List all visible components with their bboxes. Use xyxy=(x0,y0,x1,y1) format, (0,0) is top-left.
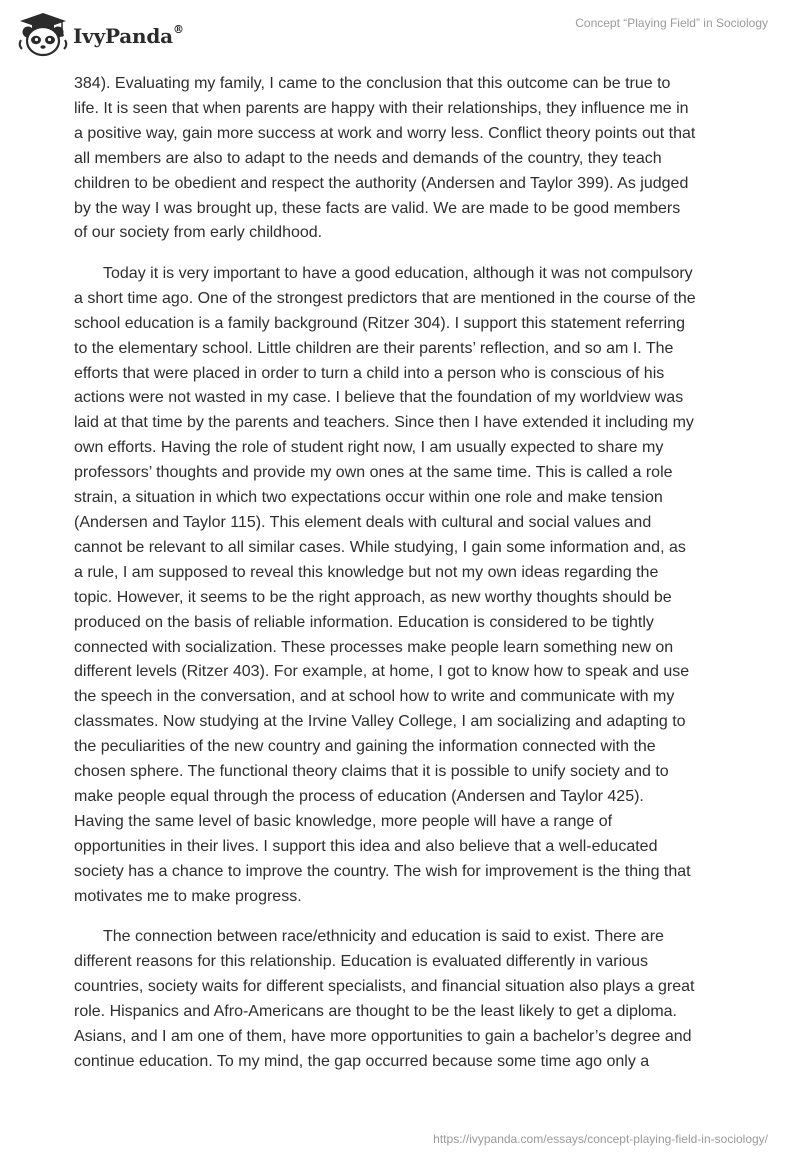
text-line: chosen sphere. The functional theory claims that it is possible to unify society and to xyxy=(74,763,669,781)
text-line: connected with socialization. These processes make people learn something new on xyxy=(74,638,674,656)
text-line: produced on the basis of reliable information. Education is considered to be tightly xyxy=(74,613,654,631)
text-line: to the elementary school. Little children are their parents’ reflection, and so am I. The xyxy=(74,339,674,357)
text-line: all members are also to adapt to the needs and demands of the country, they teach xyxy=(74,149,662,167)
paragraph-1 xyxy=(74,72,734,246)
text-line: own efforts. Having the role of student right now, I am usually expected to share my xyxy=(74,439,664,457)
text-line: continue education. To my mind, the gap occurred because some time ago only a xyxy=(74,1052,650,1070)
text-line: different levels (Ritzer 403). For example, at home, I got to know how to speak and use xyxy=(74,663,690,681)
text-line: a short time ago. One of the strongest predictors that are mentioned in the course of the xyxy=(74,289,696,307)
text-line: role. Hispanics and Afro-Americans are thought to be the least likely to get a diploma. xyxy=(74,1002,677,1020)
document-title: Concept “Playing Field” in Sociology xyxy=(575,16,768,30)
text-line: professors’ thoughts and provide my own ones at the same time. This is called a role xyxy=(74,464,673,482)
text-line: opportunities in their lives. I support this idea and also believe that a well-educated xyxy=(74,837,658,855)
text-line: laid at that time by the parents and teachers. Since then I have extended it including my xyxy=(74,414,694,432)
text-line: motivates me to make progress. xyxy=(74,887,302,905)
text-line: by the way I was brought up, these facts are valid. We are made to be good members xyxy=(74,199,681,217)
text-line: classmates. Now studying at the Irvine Valley College, I am socializing and adapting to xyxy=(74,713,686,731)
paragraph-2 xyxy=(74,262,734,910)
text-line: the peculiarities of the new country and gaining the information connected with the xyxy=(74,738,656,756)
text-line: different reasons for this relationship. Education is evaluated differently in various xyxy=(74,953,648,970)
panda-graduate-icon xyxy=(16,10,70,58)
page-header xyxy=(0,0,800,68)
brand-name: IvyPanda® xyxy=(73,23,184,48)
text-line: countries, society waits for different specialists, and financial situation also plays a great xyxy=(74,977,695,995)
text-line: 384). Evaluating my family, I came to the conclusion that this outcome can be true to xyxy=(74,75,671,92)
text-line: school education is a family background (Ritzer 304). I support this statement referring xyxy=(74,314,685,332)
text-line: (Andersen and Taylor 115). This element deals with cultural and social values and xyxy=(74,514,652,531)
text-line: life. It is seen that when parents are happy with their relationships, they influence me in xyxy=(74,99,689,117)
text-line: topic. However, it seems to be the right approach, as new worthy thoughts should be xyxy=(74,588,672,606)
essay-body xyxy=(74,72,734,1075)
text-line: society has a chance to improve the country. The wish for improvement is the thing that xyxy=(74,862,691,880)
text-line: the speech in the conversation, and at school how to write and communicate with my xyxy=(74,688,675,706)
text-line: actions were not wasted in my case. I believe that the foundation of my worldview was xyxy=(74,389,684,407)
text-line: children to be obedient and respect the authority (Andersen and Taylor 399). As judged xyxy=(74,174,689,192)
text-line: efforts that were placed in order to turn a child into a person who is conscious of his xyxy=(74,364,665,382)
text-line: cannot be relevant to all similar cases. While studying, I gain some information and, as xyxy=(74,538,686,556)
text-line: Asians, and I am one of them, have more opportunities to gain a bachelor’s degree and xyxy=(74,1027,692,1045)
ivypanda-logo[interactable] xyxy=(16,10,184,58)
text-line: Today it is very important to have a good education, although it was not compulsory xyxy=(103,264,693,282)
text-line: a positive way, gain more success at work and worry less. Conflict theory points out that xyxy=(74,124,696,142)
source-url[interactable]: https://ivypanda.com/essays/concept-playing-field-in-sociology/ xyxy=(433,1132,768,1146)
text-line: a rule, I am supposed to reveal this knowledge but not my own ideas regarding the xyxy=(74,563,659,581)
paragraph-3 xyxy=(74,925,734,1074)
text-line: make people equal through the process of education (Andersen and Taylor 425). xyxy=(74,787,644,805)
text-line: The connection between race/ethnicity and education is said to exist. There are xyxy=(103,928,664,946)
text-line: Having the same level of basic knowledge, more people will have a range of xyxy=(74,812,613,830)
text-line: strain, a situation in which two expectations occur within one role and make tension xyxy=(74,489,663,507)
text-line: of our society from early childhood. xyxy=(74,224,323,242)
